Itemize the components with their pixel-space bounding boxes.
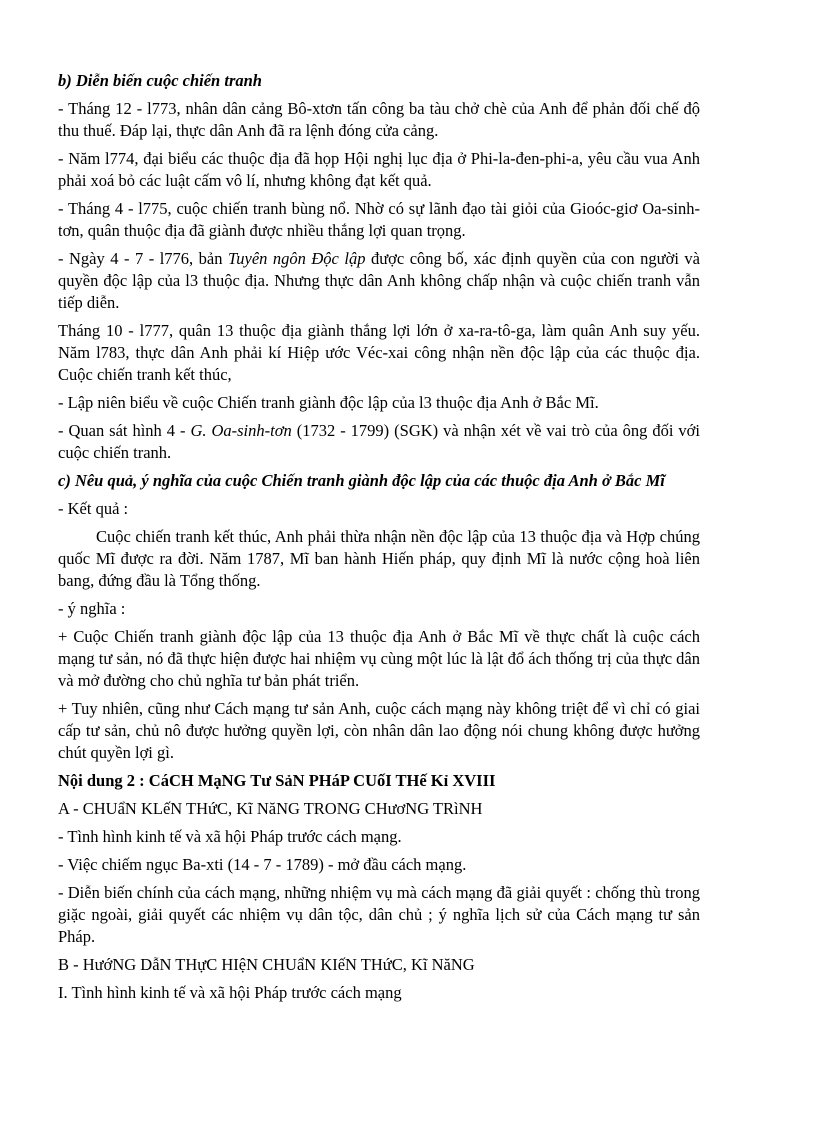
meaning-point-2: + Tuy nhiên, cũng như Cách mạng tư sản Anh, cuộc cách mạng này không triệt để vì chỉ có giai cấp tư sản, chủ nô được hưởng quyền lợi, còn nhân dân lao động nói chung không được hưởng chút quyền lợi gì. (58, 699, 700, 762)
p4-declaration-title: Tuyên ngôn Độc lập (227, 249, 366, 268)
section-b-paragraph-7 (58, 420, 700, 464)
result-text: Cuộc chiến tranh kết thúc, Anh phải thừa nhận nền độc lập của 13 thuộc địa và Hợp chúng quốc Mĩ được ra đời. Năm 1787, Mĩ ban hành Hiến pháp, quy định Mĩ là nước cộng hoà liên bang, đứng đầu là Tổng thống. (58, 527, 700, 590)
part-a-item-2: - Việc chiếm ngục Ba-xti (14 - 7 - 1789) - mở đầu cách mạng. (58, 855, 467, 874)
result-label: - Kết quả : (58, 499, 129, 518)
p7-text-end: (1732 - 1799) (SGK) và nhận xét về vai trò của ông đối với cuộc chiến tranh. (58, 421, 700, 462)
part-a-item-1: - Tình hình kinh tế và xã hội Pháp trước cách mạng. (58, 827, 402, 846)
meaning-point-1: + Cuộc Chiến tranh giành độc lập của 13 thuộc địa Anh ở Bắc Mĩ về thực chất là cuộc cách mạng tư sản, nó đã thực hiện được hai nhiệm vụ cùng một lúc là lật đổ ách thống trị của thực dân và mở đường cho chủ nghĩa tư bản phát triển. (58, 627, 700, 690)
p7-text-start: - Quan sát hình 4 - (58, 421, 191, 440)
section-b-paragraph-3: - Tháng 4 - l775, cuộc chiến tranh bùng nổ. Nhờ có sự lãnh đạo tài giỏi của Gioóc-giơ Oa-sinh-tơn, quân thuộc địa đã giành được nhiều thắng lợi quan trọng. (58, 199, 700, 240)
part-b-item-1: I. Tình hình kinh tế và xã hội Pháp trước cách mạng (58, 983, 402, 1002)
section-b-paragraph-6: - Lập niên biểu về cuộc Chiến tranh giành độc lập của l3 thuộc địa Anh ở Bắc Mĩ. (58, 393, 599, 412)
section-b-paragraph-5: Tháng 10 - l777, quân 13 thuộc địa giành thắng lợi lớn ở xa-ra-tô-ga, làm quân Anh suy yếu. Năm l783, thực dân Anh phải kí Hiệp ước Véc-xai công nhận nền độc lập của các thuộc địa. Cuộc chiến tranh kết thúc, (58, 321, 700, 384)
meaning-label: - ý nghĩa : (58, 599, 126, 618)
section-b-paragraph-2: - Năm l774, đại biểu các thuộc địa đã họp Hội nghị lục địa ở Phi-la-đen-phi-a, yêu cầu vua Anh phải xoá bỏ các luật cấm vô lí, nhưng không đạt kết quả. (58, 149, 700, 190)
part-b-title: B - HướNG DẫN THựC HIệN CHUẩN KIếN THứC, Kĩ NăNG (58, 955, 475, 974)
section-b-paragraph-4 (58, 248, 700, 314)
part-a-item-3: - Diễn biến chính của cách mạng, những nhiệm vụ mà cách mạng đã giải quyết : chống thù trong giặc ngoài, giải quyết các nhiệm vụ dân tộc, dân chủ ; ý nghĩa lịch sử của Cách mạng tư sản Pháp. (58, 883, 700, 946)
document-page (58, 70, 700, 1010)
section-b-heading: b) Diễn biến cuộc chiến tranh (58, 71, 262, 90)
part-a-title: A - CHUẩN KLếN THứC, Kĩ NăNG TRONG CHươNG TRìNH (58, 799, 483, 818)
section-b-paragraph-1: - Tháng 12 - l773, nhân dân cảng Bô-xtơn tấn công ba tàu chở chè của Anh để phản đối chế độ thu thuế. Đáp lại, thực dân Anh đã ra lệnh đóng cửa cảng. (58, 99, 700, 140)
content-2-heading: Nội dung 2 : CáCH MạNG Tư SảN PHáP CUốI THế Kỉ XVIII (58, 771, 496, 790)
p7-figure-name: G. Oa-sinh-tơn (190, 421, 292, 440)
section-c-heading: c) Nêu quả, ý nghĩa của cuộc Chiến tranh giành độc lập của các thuộc địa Anh ở Bắc Mĩ (58, 471, 665, 490)
p4-text-end: được công bố, xác định quyền của con người và quyền độc lập của l3 thuộc địa. Nhưng thực dân Anh không chấp nhận và cuộc chiến tranh vẫn tiếp diễn. (58, 249, 700, 312)
p4-text-start: - Ngày 4 - 7 - l776, bản (58, 249, 228, 268)
